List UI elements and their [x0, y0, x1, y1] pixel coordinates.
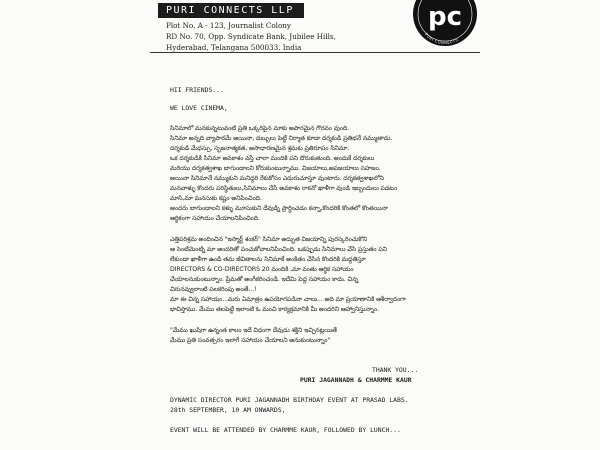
para2-line-5: చేయాలనుకుంటున్నాం. ప్రేమతో అంగీకరించండి. ఇదేమి పెద్ద సహాయం కాదు. చిన్న: [170, 276, 359, 283]
logo-ring-text: PURI CONNECTS: [423, 32, 460, 46]
para1-line-8: మాసి,మా మనసుకు కష్టం అనిపించింది.: [170, 195, 262, 202]
para2-line-7: మా ఈ చిన్న సహాయం...మరు ఏమాత్రం ఉపయోగపడినా చాలు... అది మా ప్రయాణానికి ఆశీర్వాదంగా: [170, 296, 406, 303]
tagline: WE LOVE CINEMA,: [170, 104, 228, 112]
address-line-3: Hyderabad, Telangana 500033. India: [166, 43, 302, 52]
closing-line: EVENT WILL BE ATTENDED BY CHARMME KAUR, FOLLOWED BY LUNCH...: [170, 426, 401, 434]
para1-line-6: అయినా సినిమానే నమ్ముకుని మనిద్దరి రేకుకోసం ఎదురుచూస్తూ వుంటారు. దర్శకత్వశాఖలోని: [170, 175, 384, 182]
para1-line-5: మరియు దర్శకత్వశాఖ బాగుండాలని కోరుకుంటున్నాము. విజయాలు,అపజయాలు సహజం.: [170, 165, 381, 172]
para1-line-2: సినిమా అన్నది వ్యాపారమే అయినా, డబ్బులు పెట్టే నిర్మాత కూడా దర్శకుడి ప్రతిభనే నమ్ముతాడు.: [170, 135, 393, 142]
para2-line-3: లేకుండా ఖాళీగా ఉండి తమ జీవితాలను సినిమాకే అంకితం చేసిన కొందరికి మద్దతిస్తూ: [170, 256, 366, 263]
para2-line-2: ఆ సెంటిమెంట్ని మా అందరితో పంచుకోవాలనిపించింది. ఒకప్పుడు సినిమాలు చేసి ప్రస్తుతం పని: [170, 246, 387, 253]
para2-line-6: చిరునవ్వులాంటి పలకరింపు అంతే...!: [170, 286, 257, 293]
event-line-2: 28th SEPTEMBER, 10 AM ONWARDS,: [170, 406, 286, 414]
para1-line-10: ఆర్థికంగా సహాయం చేయాలనిపించింది.: [170, 215, 260, 222]
para2-line-4: DIRECTORS & CO-DIRECTORS 20 మందికి ,మా వంతు ఆర్థిక సహాయం: [170, 266, 354, 273]
greeting: HII FRIENDS...: [170, 86, 224, 94]
quote-line-2: మేము ప్రతి సంవత్సరం ఇలాగే సహాయం చేయాలని అనుకుంటున్నాం": [170, 337, 331, 344]
address-line-2: RD No. 70, Opp. Syndicate Bank, Jubilee Hills,: [166, 32, 336, 41]
para1-line-3: దర్శకుడి మేధస్సు, సృజనాత్మకత, అసాధారణమైన శ్రమకు ప్రతిరూపం సినిమా.: [170, 145, 350, 152]
para2-line-1: ఎత్తిపరిశ్రమ అందించిన "ఇస్మార్ట్ శంకర్" సినిమా అద్భుత విజయాన్ని పురస్కరించుకొని: [170, 236, 368, 243]
para2-line-8: భావిస్తాము. మేము తలపెట్టే ఇలాంటి ఓ మంచి కార్యక్రమానికి మీ అందరిని ఆహ్వానిస్తున్నాం.: [170, 306, 379, 313]
company-name-banner: PURI CONNECTS LLP: [158, 3, 304, 18]
para1-line-7: మనవాళ్ళు కొందరు పరిస్థితులు,సినిమాలు చేసే అవకాశం రాకనో ఖాళీగా వుండి ఇబ్బందులు పడటం: [170, 185, 398, 192]
para1-line-9: అందరు బాగుండాలని కళ్ళు మూసుకుని దేవుడ్ని ప్రార్థించడం కన్నా,కొందరికి కొంతలో కొంతయినా: [170, 205, 388, 212]
quote-line-1: "మేము ఖుషిగా ఉన్నంత కాలం ఇదే విధంగా దేవుడు శక్తిని ఇచ్చినట్లయితే: [170, 327, 337, 334]
address-line-1: Plot No. A - 123, Journalist Colony: [166, 21, 291, 30]
para1-line-4: ఒక దర్శకుడికి సినిమా అవకాశం వస్తే చాలా మందికి పని దొరుకుతుంది. అందుకే దర్శకులు: [170, 155, 375, 162]
signatories: PURI JAGANNADH & CHARMME KAUR: [300, 376, 412, 384]
logo-letters: pc: [427, 2, 463, 32]
para1-line-1: సినిమాలో మనకున్నటువంటి ప్రతి ఒక్కరిపైన మాకు అపారమైన గౌరవం వుంది.: [170, 125, 350, 132]
event-line-1: DYNAMIC DIRECTOR PURI JAGANNADH BIRTHDAY EVENT AT PRASAD LABS.: [170, 396, 409, 404]
thank-you: THANK YOU...: [372, 366, 419, 374]
